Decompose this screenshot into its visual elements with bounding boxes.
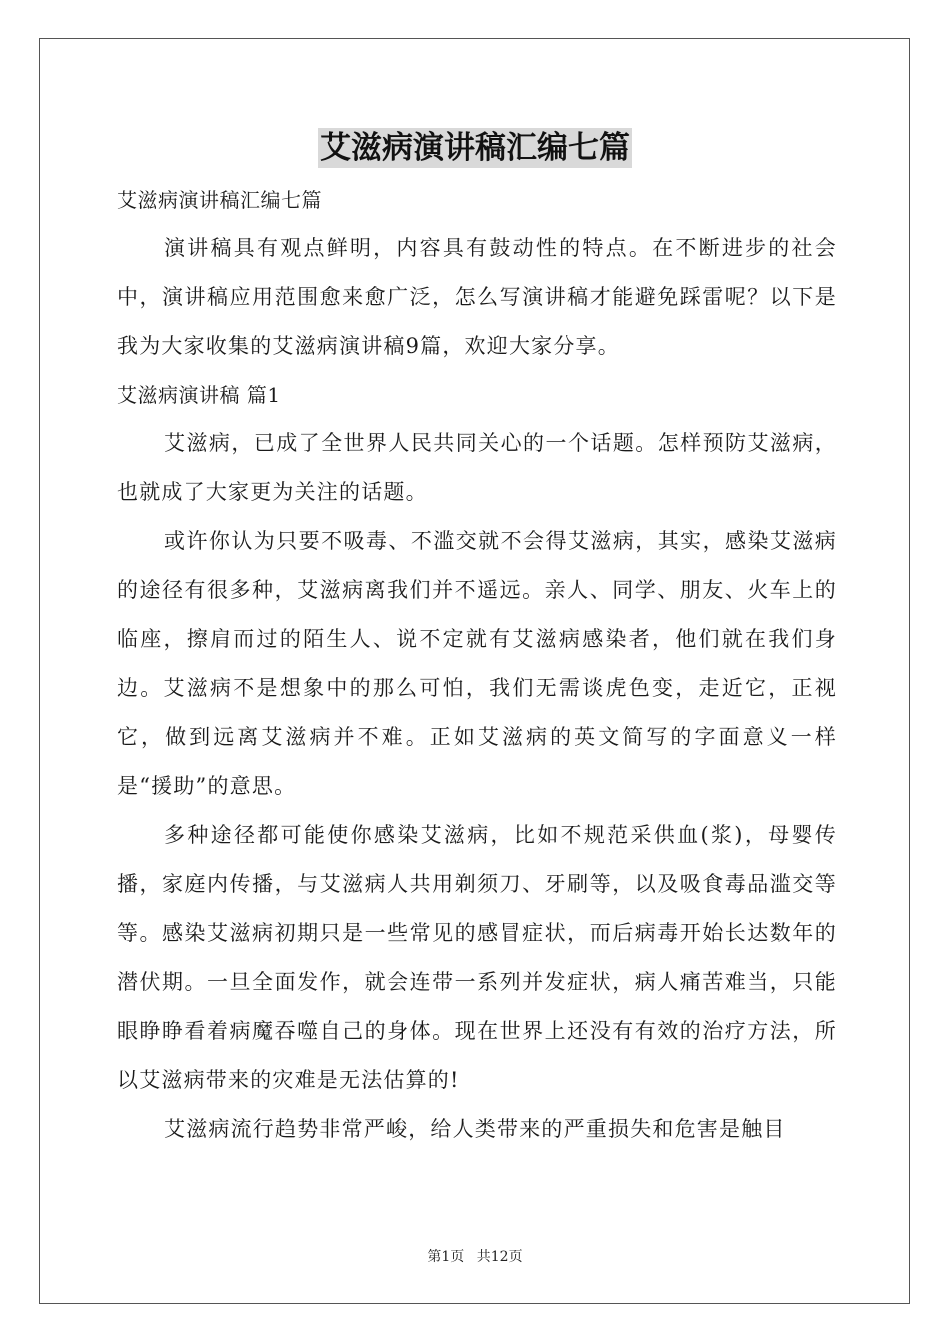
section-heading: 艾滋病演讲稿 篇1: [117, 383, 281, 407]
page-total: 共12页: [476, 1249, 523, 1265]
page-number: 第1页: [427, 1249, 465, 1265]
body-paragraph: 艾滋病流行趋势非常严峻，给人类带来的严重损失和危害是触目: [164, 1117, 786, 1141]
body-paragraph: 或许你认为只要不吸毒、不滥交就不会得艾滋病，其实，感染艾滋病的途径有很多种，艾滋病离我们并不遥远。亲人、同学、朋友、火车上的临座，擦肩而过的陌生人、说不定就有艾滋病感染者，他们就在我们身边。艾滋病不是想象中的那么可怕，我们无需谈虎色变，走近它，正视它，做到远离艾滋病并不难。正如艾滋病的英文简写的字面意义一样是“援助”的意思。: [117, 529, 837, 798]
document-title: 艾滋病演讲稿汇编七篇: [320, 130, 630, 166]
body-paragraph: 艾滋病，已成了全世界人民共同关心的一个话题。怎样预防艾滋病，也就成了大家更为关注的话题。: [117, 431, 837, 504]
document-subtitle: 艾滋病演讲稿汇编七篇: [117, 188, 322, 212]
page-footer: [0, 1246, 950, 1266]
intro-paragraph: 演讲稿具有观点鲜明，内容具有鼓动性的特点。在不断进步的社会中，演讲稿应用范围愈来愈广泛，怎么写演讲稿才能避免踩雷呢？以下是我为大家收集的艾滋病演讲稿9篇，欢迎大家分享。: [117, 236, 837, 358]
document-body: [117, 176, 837, 1154]
body-paragraph: 多种途径都可能使你感染艾滋病，比如不规范采供血(浆)，母婴传播，家庭内传播，与艾滋病人共用剃须刀、牙刷等，以及吸食毒品滥交等等。感染艾滋病初期只是一些常见的感冒症状，而后病毒开始长达数年的潜伏期。一旦全面发作，就会连带一系列并发症状，病人痛苦难当，只能眼睁睁看着病魔吞噬自己的身体。现在世界上还没有有效的治疗方法，所以艾滋病带来的灾难是无法估算的!: [117, 823, 837, 1092]
title-container: [0, 128, 950, 168]
